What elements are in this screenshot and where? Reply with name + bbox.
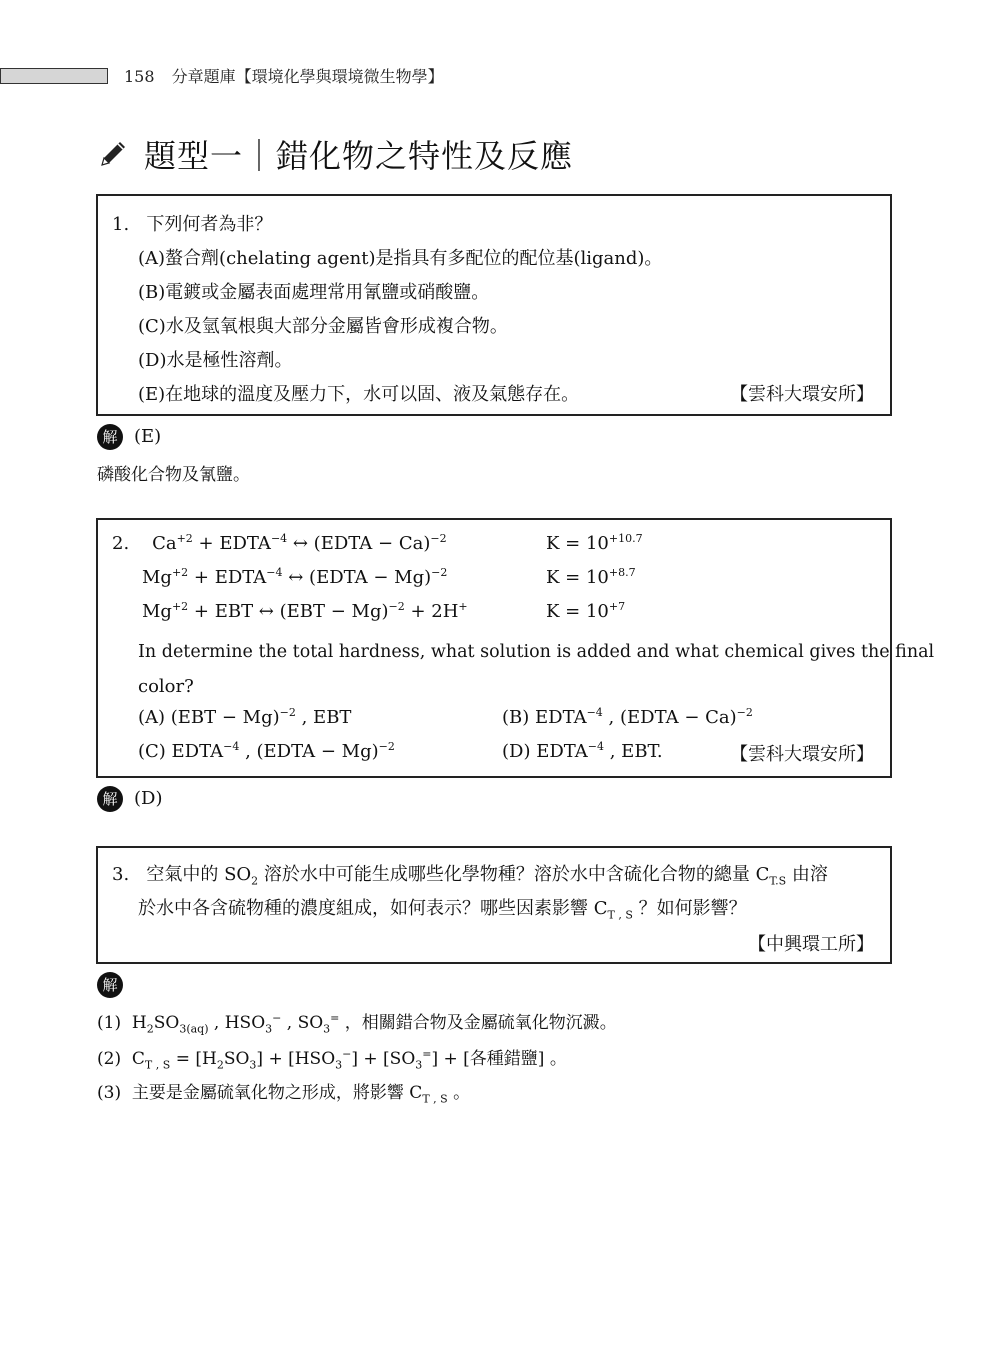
q2-eq1-c: ↔ (EDTA − Ca) (287, 533, 431, 554)
q2-eq2 (142, 566, 447, 588)
q3-e3-a-sub: T , S (422, 1092, 448, 1106)
q3-e1-e: ，相關錯合物及金屬硫氧化物沉澱。 (339, 1013, 617, 1033)
q2-opt-c-sup1: −4 (223, 740, 240, 753)
running-header (124, 64, 444, 87)
question-2-box (96, 518, 935, 778)
q3-e2-num: (2) (97, 1049, 122, 1069)
q3-line2 (138, 894, 747, 922)
question-1-box (96, 194, 892, 416)
q2-eq1-c-sup: −2 (430, 532, 447, 545)
q2-eq3-k-sup: +7 (608, 600, 626, 613)
q2-opt-c-sup2: −2 (378, 740, 395, 753)
q3-line1 (112, 860, 828, 888)
q2-eq3 (142, 600, 468, 622)
q3-e2-c-sub: 3 (249, 1058, 257, 1072)
q3-e3-b: 。 (447, 1083, 471, 1103)
q2-eq1-k (546, 532, 643, 554)
q3-explanation-1 (97, 1008, 617, 1035)
q2-opt-d-sup: −4 (587, 740, 605, 753)
q3-l1-b: 溶於水中可能生成哪些化學物種？溶於水中含硫化合物的總量 C (258, 864, 770, 885)
q3-answer-icon: 解 (97, 972, 123, 998)
q2-eq2-a: Mg (142, 567, 172, 588)
q3-number: 3. (112, 864, 130, 885)
q1-stem-text: 下列何者為非？ (146, 214, 273, 235)
q2-eq1-k-sup: +10.7 (608, 532, 643, 545)
q3-e2-e-sup: = (422, 1047, 432, 1061)
q3-l1-sub2: T.S (769, 874, 787, 888)
q3-l2-sub: T , S (607, 908, 633, 922)
q1-option-e: (E)在地球的溫度及壓力下，水可以固、液及氣態存在。 (138, 384, 580, 405)
q2-eq2-k-text: K = 10 (546, 567, 609, 588)
q2-number: 2. (112, 533, 130, 554)
q2-eq1-b-sup: −4 (270, 532, 288, 545)
q3-e2-f: ] + [各種錯鹽] 。 (431, 1049, 567, 1069)
q2-opt-d-text: (D) EDTA (502, 741, 588, 762)
q2-opt-a-rest: , EBT (295, 707, 352, 728)
q1-option-d: (D)水是極性溶劑。 (138, 350, 293, 371)
q2-eq3-b: + EBT ↔ (EBT − Mg) (188, 601, 389, 622)
q3-l1-sub: 2 (251, 874, 259, 888)
q3-e2-d-sub: 3 (335, 1058, 343, 1072)
q3-e1-a-sub: 2 (146, 1022, 154, 1036)
q3-e2-e-sub: 3 (415, 1058, 423, 1072)
q2-source: 【雲科大環安所】 (730, 744, 874, 765)
q2-eq3-k-text: K = 10 (546, 601, 609, 622)
q3-e1-c: , HSO (208, 1013, 266, 1033)
q3-e1-d-sub: 3 (323, 1022, 331, 1036)
q3-l1-c: 由溶 (786, 864, 828, 885)
q2-eq1-k-text: K = 10 (546, 533, 609, 554)
q2-opt-b-sup1: −4 (586, 706, 603, 719)
q3-e2-e: ] + [SO (351, 1049, 416, 1069)
q2-eq2-a-sup: +2 (171, 566, 189, 579)
q1-answer-icon: 解 (97, 424, 123, 450)
q3-e1-d: , SO (281, 1013, 324, 1033)
question-3-box (96, 846, 892, 964)
q2-eq3-a: Mg (142, 601, 172, 622)
q3-e1-c-sup: − (272, 1011, 282, 1025)
q3-l2-a: 於水中各含硫物種的濃度組成，如何表示？哪些因素影響 C (138, 898, 608, 919)
q2-eq2-b-sup: −4 (266, 566, 283, 579)
q3-e1-a: H (131, 1013, 147, 1033)
q3-e3-a: 主要是金屬硫氧化物之形成，將影響 C (131, 1083, 423, 1103)
q3-e2-a: C (131, 1049, 145, 1069)
q2-option-b (502, 706, 753, 728)
q2-answer: (D) (134, 788, 163, 809)
q3-explanation-2 (97, 1044, 567, 1071)
q3-explanation-3 (97, 1078, 470, 1105)
q2-stem-line1: In determine the total hardness, what solution is added and what chemical gives the final (138, 642, 935, 662)
q2-eq1 (112, 532, 447, 554)
q3-e3-num: (3) (97, 1083, 122, 1103)
q2-eq3-c: + 2H (404, 601, 459, 622)
q3-e2-d-sup: − (342, 1047, 352, 1061)
q2-eq1-a-sup: +2 (176, 532, 193, 545)
q2-eq3-c-sup: + (458, 600, 468, 613)
q3-e2-c: SO (223, 1049, 250, 1069)
q2-eq2-b: + EDTA (188, 567, 267, 588)
q3-e1-num: (1) (97, 1013, 122, 1033)
q3-e2-d: ] + [HSO (256, 1049, 336, 1069)
q2-option-c (138, 740, 395, 762)
pencil-icon (96, 137, 130, 171)
q3-e1-c-sub: 3 (265, 1022, 273, 1036)
q2-opt-c-rest: , (EDTA − Mg) (239, 741, 379, 762)
q2-eq2-k-sup: +8.7 (608, 566, 636, 579)
q2-answer-icon: 解 (97, 786, 123, 812)
q2-opt-d-rest: , EBT. (604, 741, 663, 762)
q2-stem-line2: color? (138, 676, 194, 697)
header-bar (0, 68, 108, 84)
q1-explanation: 磷酸化合物及氰鹽。 (97, 465, 250, 485)
q3-e2-b: = [H (170, 1049, 217, 1069)
q1-source: 【雲科大環安所】 (730, 384, 874, 405)
q2-eq2-k (546, 566, 636, 588)
q1-number: 1. (112, 214, 130, 235)
q3-source: 【中興環工所】 (748, 934, 874, 955)
q2-opt-b-sup2: −2 (736, 706, 753, 719)
section-title-text: 題型一｜錯化物之特性及反應 (144, 137, 574, 175)
q3-e2-a-sub: T , S (144, 1058, 171, 1072)
q2-eq1-a: Ca (152, 533, 177, 554)
q3-l1-a: 空氣中的 SO (146, 864, 252, 885)
q3-l2-b: ？如何影響？ (632, 898, 747, 919)
q1-option-a: (A)螯合劑(chelating agent)是指具有多配位的配位基(ligand)。 (138, 248, 663, 269)
page-number: 158 (124, 67, 155, 86)
q2-opt-a-sup: −2 (279, 706, 296, 719)
q2-eq3-b-sup: −2 (388, 600, 405, 613)
q2-opt-a-text: (A) (EBT − Mg) (138, 707, 280, 728)
q2-eq2-c-sup: −2 (431, 566, 448, 579)
q2-opt-b-text: (B) EDTA (502, 707, 587, 728)
q3-e2-b-sub: 2 (216, 1058, 224, 1072)
q2-opt-c-text: (C) EDTA (138, 741, 224, 762)
q2-eq3-a-sup: +2 (171, 600, 189, 613)
q3-e1-b-sub: 3(aq) (179, 1022, 209, 1036)
q2-eq1-b: + EDTA (192, 533, 271, 554)
q1-stem (112, 210, 272, 236)
q2-option-d (502, 740, 663, 762)
q2-opt-b-rest: , (EDTA − Ca) (602, 707, 737, 728)
q1-option-c: (C)水及氫氧根與大部分金屬皆會形成複合物。 (138, 316, 508, 337)
q3-e1-b: SO (153, 1013, 180, 1033)
q1-answer: (E) (134, 426, 162, 447)
q3-e1-d-sup: = (330, 1011, 340, 1025)
q2-option-a (138, 706, 351, 728)
q1-option-b: (B)電鍍或金屬表面處理常用氰鹽或硝酸鹽。 (138, 282, 490, 303)
q2-eq2-c: ↔ (EDTA − Mg) (282, 567, 432, 588)
section-title (96, 130, 573, 178)
q2-eq3-k (546, 600, 625, 622)
book-title: 分章題庫【環境化學與環境微生物學】 (171, 67, 444, 86)
